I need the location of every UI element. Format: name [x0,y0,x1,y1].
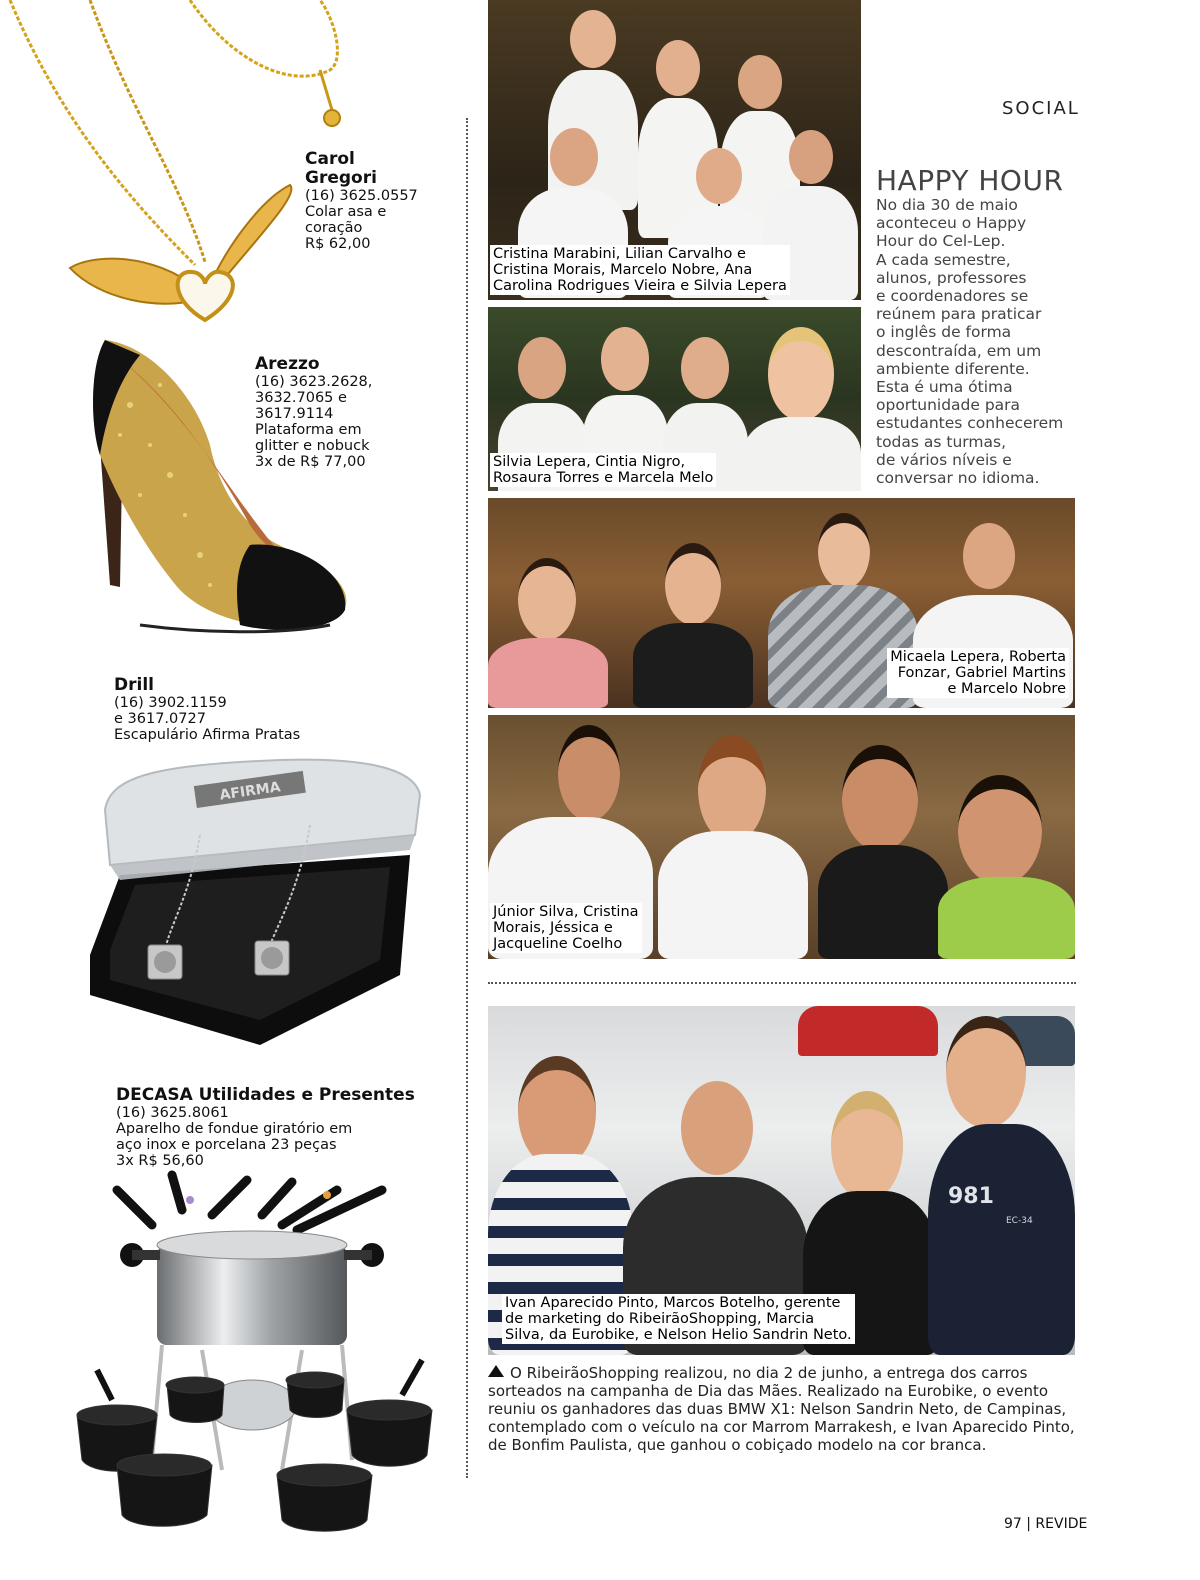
article-title: HAPPY HOUR [876,164,1064,197]
photo-group-3 [488,498,1075,708]
brand-name: Carol Gregori [305,149,377,188]
product-description: Escapulário Afirma Pratas [114,727,301,743]
person [938,775,1075,959]
person [818,745,948,959]
fondue-set-image [72,1170,442,1540]
person [743,327,861,491]
product-drill [114,676,300,743]
brand-name: Drill [114,675,154,695]
brand-name: Arezzo [255,354,320,374]
photo-caption: Ivan Aparecido Pinto, Marcos Botelho, gerente de marketing do RibeirãoShopping, Marcia Silva, da Eurobike, e Nelson Helio Sandrin Neto. [502,1294,855,1344]
page-folio: 97 | REVIDE [1004,1516,1088,1532]
photo-caption: Silvia Lepera, Cintia Nigro, Rosaura Torres e Marcela Melo [490,453,716,487]
photo-caption: Júnior Silva, Cristina Morais, Jéssica e Jacqueline Coelho [490,903,642,953]
person [488,558,608,708]
section-divider [488,982,1076,984]
person [658,735,808,959]
photo-group-1 [488,0,861,300]
shirt-code: EC-34 [1006,1216,1033,1226]
shirt-print [1006,1216,1033,1226]
brand-phone: (16) 3623.2628, 3632.7065 e 3617.9114 [255,374,373,422]
photo-caption: Micaela Lepera, Roberta Fonzar, Gabriel Martins e Marcelo Nobre [887,648,1069,698]
brand-phone: (16) 3625.8061 [116,1105,229,1121]
product-decasa [116,1086,415,1169]
person [928,1016,1075,1355]
person [633,543,753,708]
scapular-box-image [80,755,430,1055]
brand-name: DECASA Utilidades e Presentes [116,1085,415,1105]
photo-caption: Cristina Marabini, Lilian Carvalho e Cristina Morais, Marcelo Nobre, Ana Carolina Rodrigues Vieira e Silvia Lepera [490,245,790,295]
article-body: No dia 30 de maio aconteceu o Happy Hour do Cel-Lep. A cada semestre, alunos, professores e coordenadores se reúnem para praticar o inglês de forma descontraída, em um ambiente diferente. Esta é uma ótima oportunidade para estudantes conhecerem todas as turmas, de vários níveis e conversar no idioma. [876,196,1064,488]
bottom-paragraph: O RibeirãoShopping realizou, no dia 2 de junho, a entrega dos carros sorteados na campanha de Dia das Mães. Realizado na Eurobike, o evento reuniu os ganhadores das duas BMW X1: Nelson Sandrin Neto, de Campinas, contemplado com o veículo na cor Marrom Marrakesh, e Ivan Aparecido Pinto, de Bonfim Paulista, que ganhou o cobiçado modelo na cor branca. [488,1364,1075,1454]
shirt-number: 981 [948,1184,994,1209]
product-price: 3x R$ 56,60 [116,1153,204,1169]
shirt-print [948,1184,994,1209]
column-divider [466,118,468,1478]
photo-group-5 [488,1006,1075,1355]
product-description: Plataforma em glitter e nobuck [255,422,370,454]
article-body-bottom [488,1364,1078,1454]
car-background [798,1006,938,1056]
photo-group-2 [488,307,861,491]
product-price: R$ 62,00 [305,236,371,252]
product-description: Aparelho de fondue giratório em aço inox e porcelana 23 peças [116,1121,353,1153]
product-description: Colar asa e coração [305,204,387,236]
brand-phone: (16) 3625.0557 [305,188,418,204]
product-price: 3x de R$ 77,00 [255,454,366,470]
triangle-up-icon [488,1365,504,1377]
photo-group-4 [488,715,1075,959]
section-label: SOCIAL [1002,98,1080,119]
brand-phone: (16) 3902.1159 e 3617.0727 [114,695,227,727]
product-carol-gregori [305,150,418,252]
box-logo-text: AFIRMA [218,779,282,804]
product-arezzo [255,355,372,470]
